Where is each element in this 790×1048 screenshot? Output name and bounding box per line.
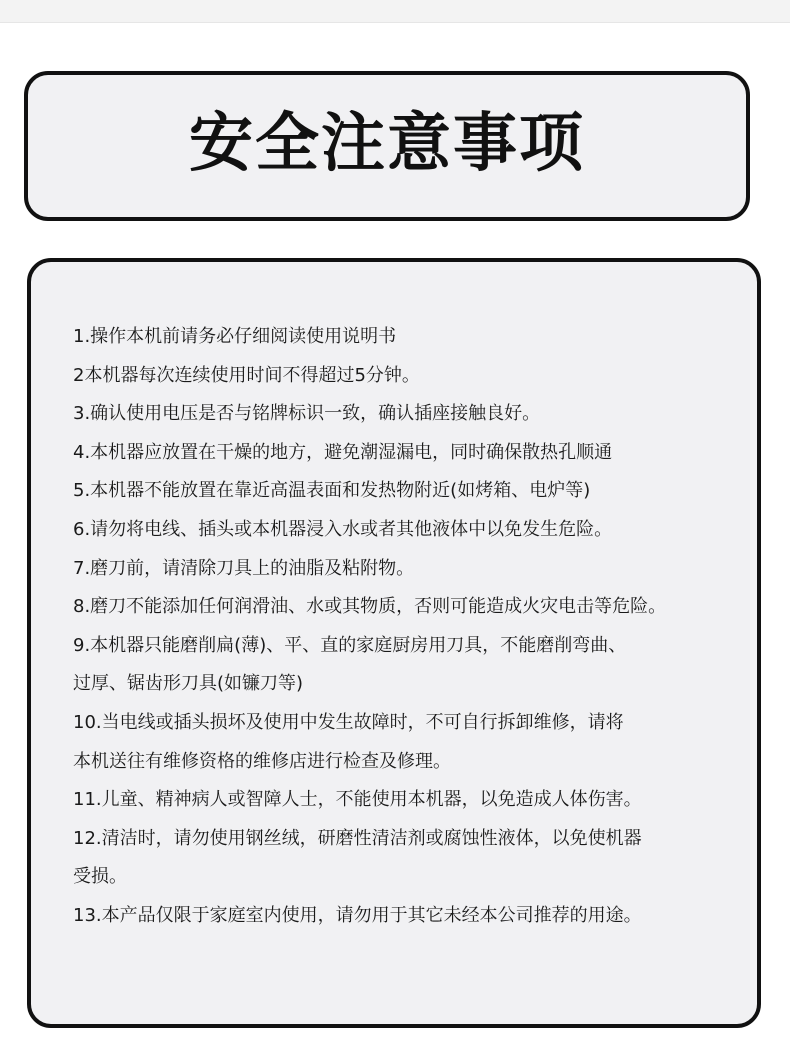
- note-line: 6.请勿将电线、插头或本机器浸入水或者其他液体中以免发生危险。: [73, 518, 613, 540]
- note-line: 11.儿童、精神病人或智障人士，不能使用本机器，以免造成人体伤害。: [73, 789, 642, 811]
- note-line: 本机送往有维修资格的维修店进行检查及修理。: [73, 750, 451, 772]
- note-line: 4.本机器应放置在干燥的地方，避免潮湿漏电，同时确保散热孔顺通: [73, 441, 613, 463]
- page-title: 安全注意事项: [189, 107, 585, 181]
- note-line: 3.确认使用电压是否与铭牌标识一致，确认插座接触良好。: [73, 403, 541, 425]
- safety-notes-list: [73, 318, 763, 936]
- note-line: 受损。: [73, 866, 127, 888]
- note-line: 7.磨刀前，请清除刀具上的油脂及粘附物。: [73, 557, 415, 579]
- note-line: 2本机器每次连续使用时间不得超过5分钟。: [73, 364, 420, 386]
- title-box: [24, 71, 750, 221]
- note-line: 13.本产品仅限于家庭室内使用，请勿用于其它未经本公司推荐的用途。: [73, 904, 642, 926]
- top-strip: [0, 0, 790, 23]
- note-line: 10.当电线或插头损坏及使用中发生故障时，不可自行拆卸维修，请将: [73, 711, 624, 733]
- safety-notes-box: [27, 258, 761, 1028]
- note-line: 12.清洁时，请勿使用钢丝绒，研磨性清洁剂或腐蚀性液体，以免使机器: [73, 827, 642, 849]
- note-line: 过厚、锯齿形刀具(如镰刀等): [73, 673, 304, 695]
- note-line: 1.操作本机前请务必仔细阅读使用说明书: [73, 326, 397, 347]
- note-line: 5.本机器不能放置在靠近高温表面和发热物附近(如烤箱、电炉等): [73, 480, 591, 502]
- note-line: 9.本机器只能磨削扁(薄)、平、直的家庭厨房用刀具，不能磨削弯曲、: [73, 634, 627, 656]
- note-line: 8.磨刀不能添加任何润滑油、水或其物质，否则可能造成火灾电击等危险。: [73, 596, 667, 618]
